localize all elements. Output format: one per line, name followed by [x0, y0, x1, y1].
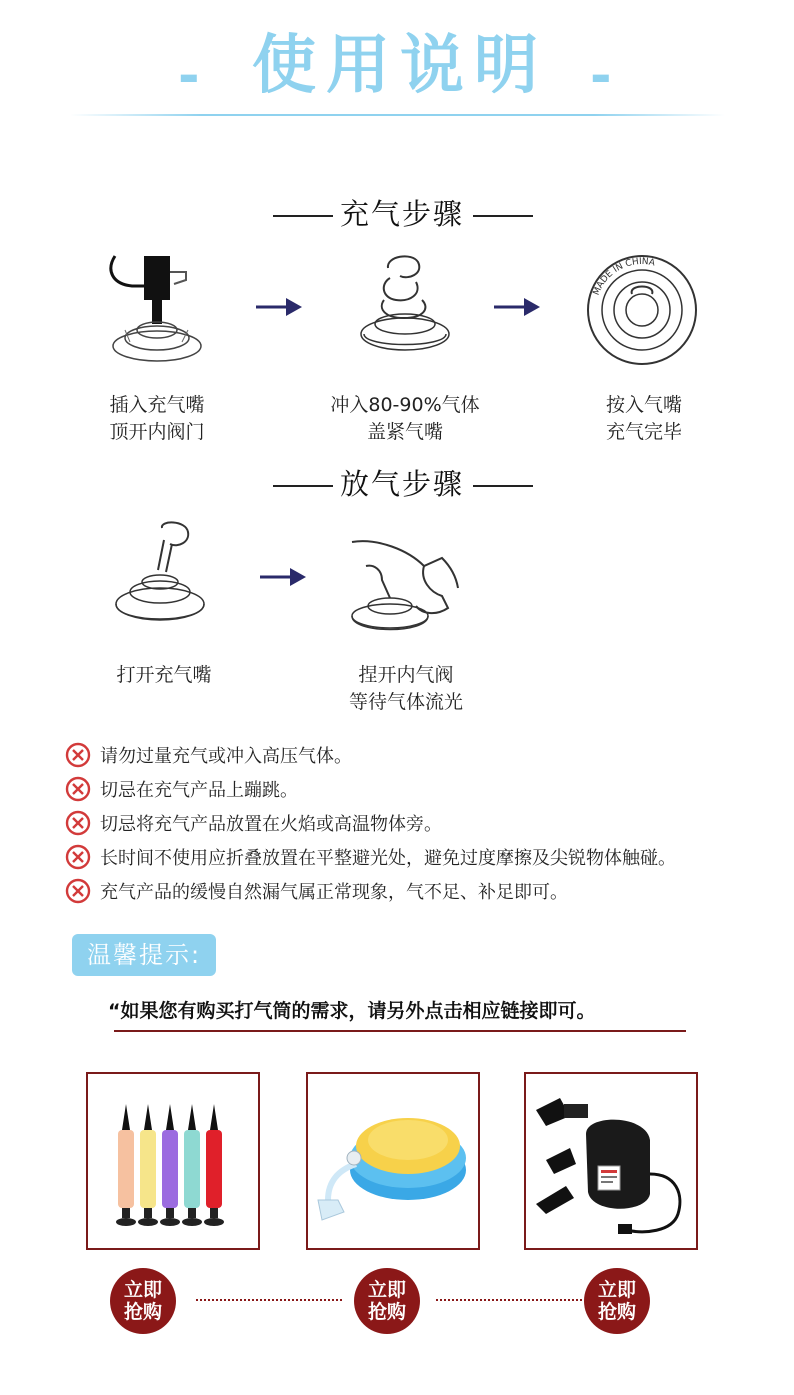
inflate-step-2-caption	[300, 392, 510, 446]
buy-now-button[interactable]	[110, 1268, 176, 1334]
inflate-step-1-caption	[74, 392, 240, 446]
buy-now-button[interactable]	[354, 1268, 420, 1334]
warning-item	[64, 772, 784, 806]
dotted-connector	[436, 1299, 582, 1301]
buy-label-line-1: 立即	[597, 1279, 636, 1301]
warning-item	[64, 874, 784, 908]
prohibit-icon	[64, 741, 92, 769]
caption-line-2: 盖紧气嘴	[366, 421, 443, 443]
deflate-step-2-caption	[318, 662, 494, 716]
warning-text: 请勿过量充气或冲入高压气体。	[100, 746, 352, 767]
warning-list	[64, 738, 784, 908]
tip-text: “如果您有购买打气筒的需求，请另外点击相应链接即可。	[108, 1000, 596, 1022]
heading-line-right	[473, 485, 533, 487]
inflate-heading-text: 充气步骤	[339, 197, 464, 231]
arrow-right-icon	[494, 296, 542, 322]
deflate-step-1-caption	[90, 662, 238, 689]
title-dash-left: -	[178, 46, 200, 106]
arrow-right-icon	[256, 296, 304, 322]
insert-valve-illustration	[100, 250, 220, 365]
buy-label-line-2: 抢购	[123, 1301, 162, 1323]
dotted-connector	[196, 1299, 342, 1301]
buy-now-button[interactable]	[584, 1268, 650, 1334]
electric-pump-icon	[526, 1074, 696, 1248]
buy-label-line-1: 立即	[367, 1279, 406, 1301]
press-valve-illustration	[338, 536, 468, 644]
foot-pump-icon	[308, 1074, 478, 1248]
warning-text: 切忌将充气产品放置在火焰或高温物体旁。	[100, 814, 442, 835]
prohibit-icon	[64, 877, 92, 905]
warning-item	[64, 738, 784, 772]
product-card-electric-pump[interactable]	[524, 1072, 698, 1250]
prohibit-icon	[64, 809, 92, 837]
buy-label-line-2: 抢购	[367, 1301, 406, 1323]
prohibit-icon	[64, 775, 92, 803]
tip-badge: 温馨提示:	[72, 934, 216, 976]
stamp-text: MADE IN CHINA	[591, 256, 656, 297]
open-valve-illustration	[100, 520, 220, 642]
caption-line-2: 顶开内阀门	[109, 421, 205, 443]
deflate-heading-text: 放气步骤	[339, 467, 464, 501]
arrow-right-icon	[260, 566, 308, 592]
warning-item	[64, 840, 784, 874]
deflate-heading	[0, 464, 794, 504]
prohibit-icon	[64, 843, 92, 871]
warning-text: 长时间不使用应折叠放置在平整避光处，避免过度摩擦及尖锐物体触碰。	[100, 848, 676, 869]
fill-air-illustration	[350, 250, 460, 365]
caption-line-2: 充气完毕	[605, 421, 682, 443]
hand-pump-icon	[88, 1074, 258, 1248]
warning-text: 充气产品的缓慢自然漏气属正常现象，气不足、补足即可。	[100, 882, 568, 903]
caption-line-1: 捏开内气阀	[358, 664, 454, 686]
buy-label-line-1: 立即	[123, 1279, 162, 1301]
product-card-foot-pump[interactable]	[306, 1072, 480, 1250]
warning-text: 切忌在充气产品上蹦跳。	[100, 780, 298, 801]
heading-line-left	[273, 485, 333, 487]
caption-line-1: 冲入80-90%气体	[330, 394, 480, 416]
inflate-heading	[0, 194, 794, 234]
warning-item	[64, 806, 784, 840]
product-card-hand-pump[interactable]	[86, 1072, 260, 1250]
page-title: 使用说明	[252, 29, 548, 103]
tip-underline	[114, 1030, 686, 1032]
caption-line-1: 插入充气嘴	[109, 394, 205, 416]
caption-line-1: 按入气嘴	[605, 394, 682, 416]
heading-line-left	[273, 215, 333, 217]
buy-label-line-2: 抢购	[597, 1301, 636, 1323]
valve-closed-illustration	[584, 254, 704, 369]
caption-line-2: 等待气体流光	[348, 691, 463, 713]
heading-line-right	[473, 215, 533, 217]
inflate-step-3-caption	[566, 392, 722, 446]
title-dash-right: -	[590, 46, 612, 106]
page-header	[0, 22, 794, 112]
caption-line-1: 打开充气嘴	[116, 664, 212, 686]
title-divider	[70, 114, 725, 116]
